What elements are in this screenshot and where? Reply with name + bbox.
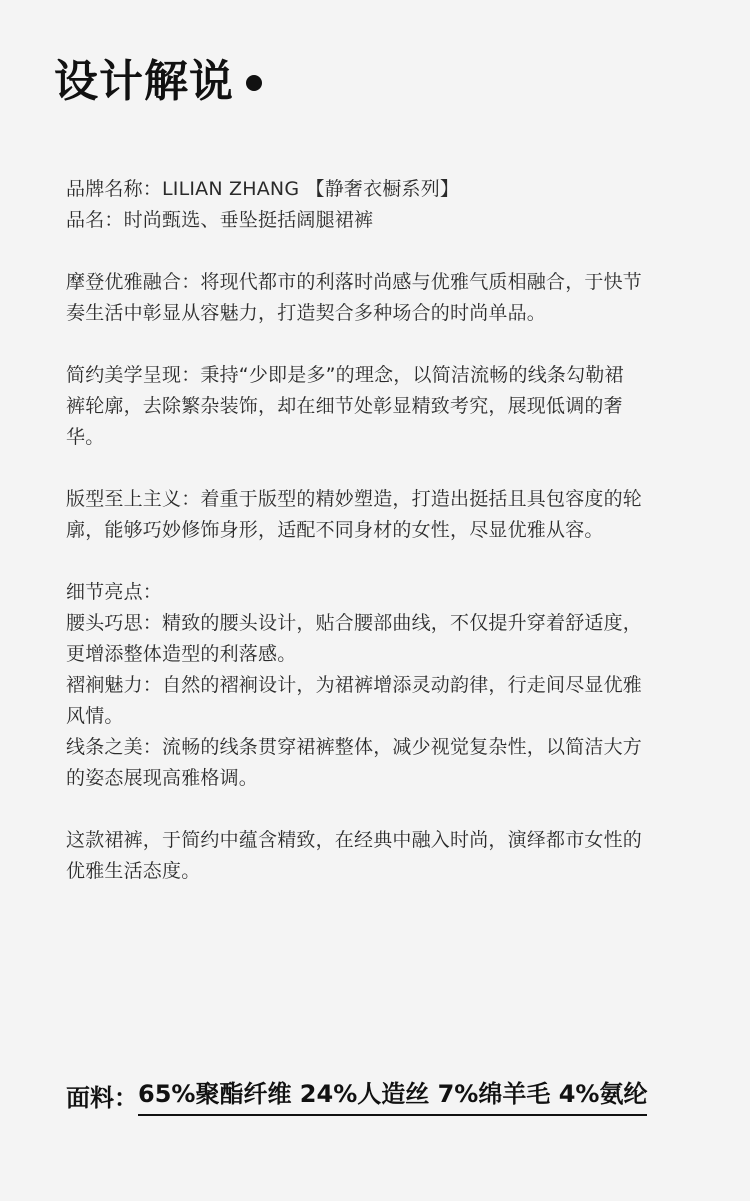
silhouette-line-2: 廓，能够巧妙修饰身形，适配不同身材的女性，尽显优雅从容。: [66, 519, 604, 541]
title-dot-icon: [246, 75, 262, 91]
minimal-aesthetic-block: [66, 360, 720, 453]
fabric-label: 面料：: [66, 1084, 138, 1112]
details-block: [66, 577, 720, 794]
line-design-line-1: 线条之美：流畅的线条贯穿裙裤整体，减少视觉复杂性，以简洁大方: [66, 736, 643, 758]
closing-line-1: 这款裙裤，于简约中蕴含精致，在经典中融入时尚，演绎都市女性的: [66, 829, 643, 851]
modern-elegance-line-2: 奏生活中彰显从容魅力，打造契合多种场合的时尚单品。: [66, 302, 547, 324]
minimal-aesthetic-line-1: 简约美学呈现：秉持“少即是多”的理念，以简洁流畅的线条勾勒裙: [66, 364, 624, 386]
waistband-line-1: 腰头巧思：精致的腰头设计，贴合腰部曲线，不仅提升穿着舒适度，: [66, 612, 643, 634]
paragraph-gap: [66, 236, 720, 267]
paragraph-gap: [66, 546, 720, 577]
title-area: [54, 52, 262, 112]
paragraph-gap: [66, 453, 720, 484]
brand-line: 品牌名称：LILIAN ZHANG 【静奢衣橱系列】: [66, 178, 460, 200]
silhouette-line-1: 版型至上主义：着重于版型的精妙塑造，打造出挺括且具包容度的轮: [66, 488, 643, 510]
page-title: 设计解说: [54, 56, 234, 107]
paragraph-gap: [66, 329, 720, 360]
minimal-aesthetic-line-3: 华。: [66, 426, 105, 448]
paragraph-gap: [66, 794, 720, 825]
minimal-aesthetic-line-2: 裤轮廓，去除繁杂装饰，却在细节处彰显精致考究，展现低调的奢: [66, 395, 623, 417]
modern-elegance-line-1: 摩登优雅融合：将现代都市的利落时尚感与优雅气质相融合，于快节: [66, 271, 643, 293]
line-design-line-2: 的姿态展现高雅格调。: [66, 767, 259, 789]
product-line: 品名：时尚甄选、垂坠挺括阔腿裙裤: [66, 209, 374, 231]
fabric-value: 65%聚酯纤维 24%人造丝 7%绵羊毛 4%氨纶: [138, 1076, 647, 1116]
pleat-line-1: 褶裥魅力：自然的褶裥设计，为裙裤增添灵动韵律，行走间尽显优雅: [66, 674, 643, 696]
closing-line-2: 优雅生活态度。: [66, 860, 201, 882]
intro-block: [66, 174, 720, 236]
details-heading: 细节亮点：: [66, 581, 163, 603]
silhouette-block: [66, 484, 720, 546]
fabric-composition: [66, 1076, 647, 1116]
description-content: [66, 174, 720, 887]
pleat-line-2: 风情。: [66, 705, 124, 727]
closing-block: [66, 825, 720, 887]
waistband-line-2: 更增添整体造型的利落感。: [66, 643, 297, 665]
modern-elegance-block: [66, 267, 720, 329]
